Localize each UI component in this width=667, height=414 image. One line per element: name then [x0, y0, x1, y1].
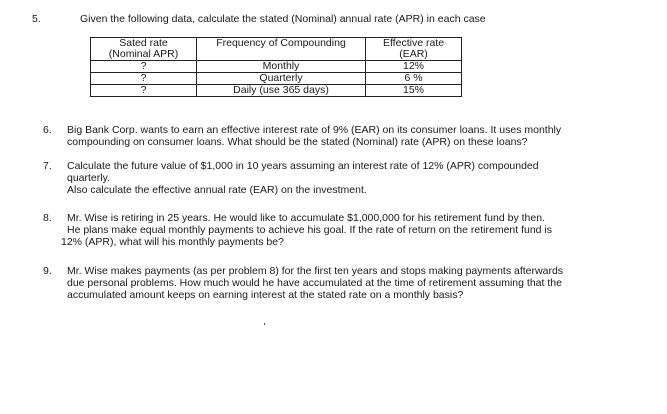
table-row	[91, 73, 462, 85]
header-frequency	[197, 38, 366, 61]
scan-speck	[264, 323, 265, 325]
question-9-line: accumulated amount keeps on earning interest at the stated rate on a monthly basis?	[67, 289, 464, 301]
question-6-number: 6.	[43, 124, 52, 136]
header-effective-rate-line1: Effective rate	[382, 37, 445, 49]
table-cell: 15%	[366, 85, 462, 97]
table-row	[91, 85, 462, 97]
question-8-line: Mr. Wise is retiring in 25 years. He would like to accumulate $1,000,000 for his retirement fund by then.	[67, 212, 545, 224]
apr-data-table	[90, 37, 462, 97]
question-6-text	[67, 124, 561, 148]
question-7-line: Also calculate the effective annual rate (EAR) on the investment.	[67, 184, 367, 196]
question-7-number: 7.	[43, 160, 52, 172]
question-5-text: Given the following data, calculate the stated (Nominal) annual rate (APR) in each case	[80, 13, 486, 25]
header-frequency-line1: Frequency of Compounding	[216, 37, 346, 49]
table-cell: Monthly	[197, 61, 366, 73]
table-cell: 6 %	[366, 73, 462, 85]
table-cell: 12%	[366, 61, 462, 73]
question-6-line: Big Bank Corp. wants to earn an effective interest rate of 9% (EAR) on its consumer loans. It uses monthly	[67, 124, 562, 136]
question-9-text	[67, 265, 563, 301]
table-cell: Daily (use 365 days)	[197, 85, 366, 97]
question-8-line: He plans make equal monthly payments to achieve his goal. If the rate of return on the retirement fund is	[67, 224, 553, 236]
header-stated-rate	[91, 38, 197, 61]
question-9-line: Mr. Wise makes payments (as per problem 8) for the first ten years and stops making payments afterwards	[67, 265, 564, 277]
question-7-text	[67, 160, 539, 196]
question-6-line: compounding on consumer loans. What should be the stated (Nominal) rate (APR) on these loans?	[67, 136, 528, 148]
question-9-number: 9.	[43, 265, 52, 277]
question-8-line: 12% (APR), what will his monthly payments be?	[61, 236, 284, 248]
header-stated-rate-line1: Sated rate	[119, 37, 168, 49]
question-7-line: quarterly.	[67, 172, 110, 184]
header-stated-rate-line2: (Nominal APR)	[108, 48, 179, 60]
question-8-number: 8.	[43, 212, 52, 224]
table-row	[91, 61, 462, 73]
question-9-line: due personal problems. How much would he have accumulated at the time of retirement assuming that the	[67, 277, 562, 289]
table-cell: Quarterly	[197, 73, 366, 85]
table-cell: ?	[91, 73, 197, 85]
question-8-text	[61, 212, 553, 248]
table-header-row	[91, 38, 462, 61]
header-effective-rate	[366, 38, 462, 61]
question-5-number: 5.	[32, 13, 41, 25]
table-cell: ?	[91, 85, 197, 97]
table-cell: ?	[91, 61, 197, 73]
question-7-line: Calculate the future value of $1,000 in 10 years assuming an interest rate of 12% (APR) compounded	[67, 160, 539, 172]
header-effective-rate-line2: (EAR)	[399, 48, 428, 60]
